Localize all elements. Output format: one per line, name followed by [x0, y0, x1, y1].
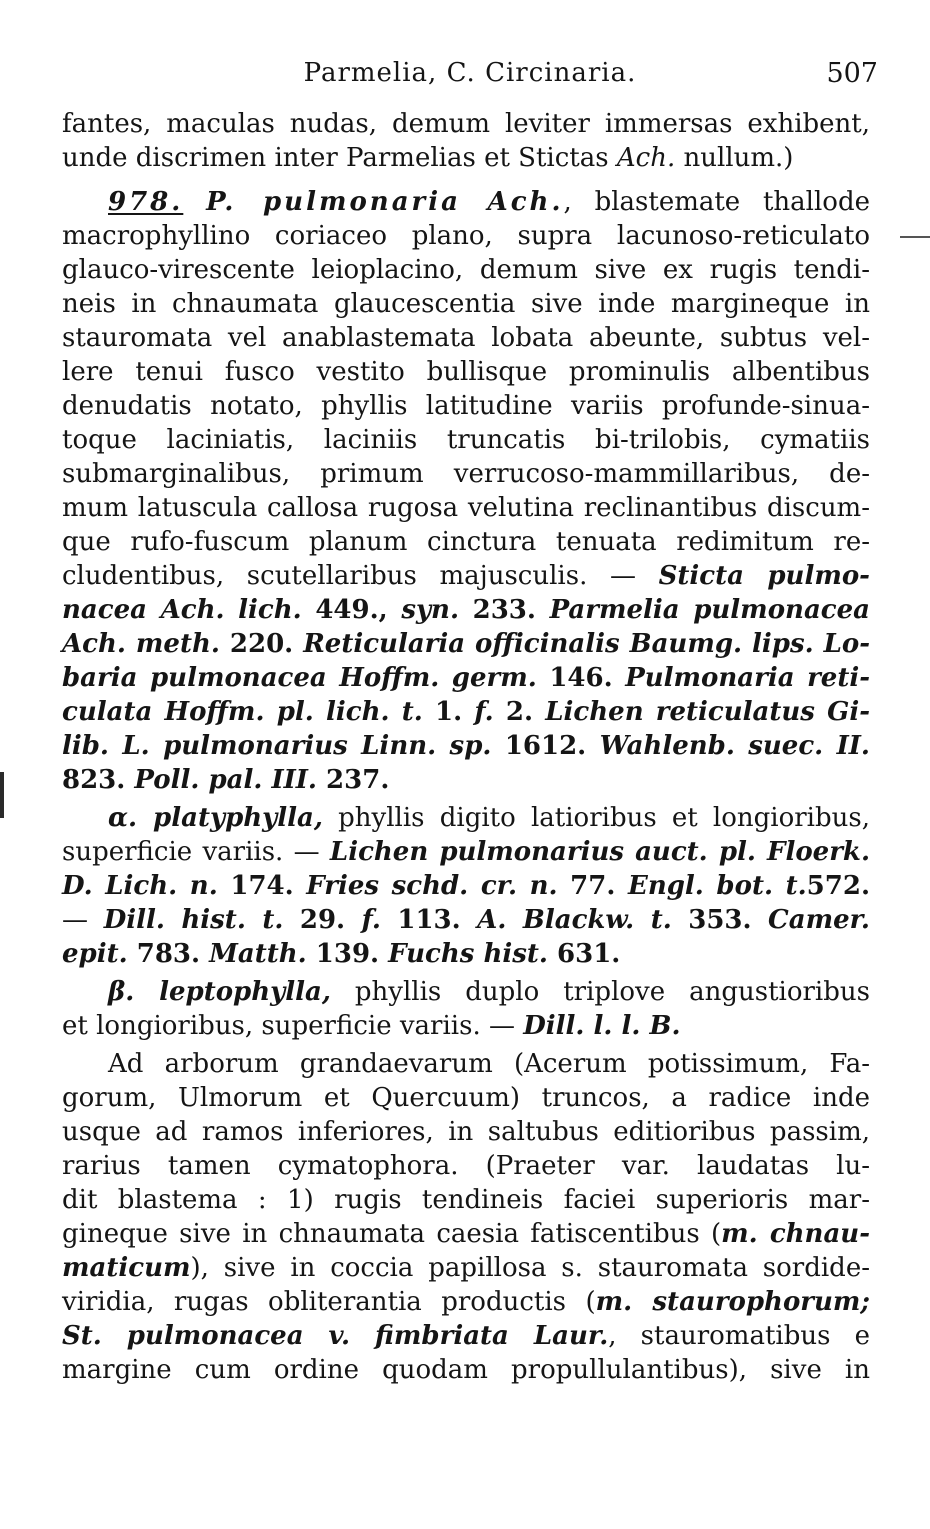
text-line: culata Hoffm. pl. lich. t. 1. f. 2. Lichen reticulatus Gi-: [62, 697, 871, 727]
entry-number: 978.: [108, 187, 184, 217]
text-line: 823. Poll. pal. III. 237.: [62, 765, 390, 795]
text-line: et longioribus, superficie variis. — Dill. l. l. B.: [62, 1011, 681, 1041]
entry-978-heading: 978. P. pulmonaria Ach., blastemate thallode: [108, 187, 870, 217]
text-line: Ach. meth. 220. Reticularia officinalis Baumg. lips. Lo-: [62, 629, 871, 659]
text-line: nacea Ach. lich. 449., syn. 233. Parmelia pulmonacea: [62, 595, 871, 625]
text-line: toque laciniatis, laciniis truncatis bi-trilobis, cymatiis: [62, 425, 870, 455]
text-line: stauromata vel anablastemata lobata abeunte, subtus vel-: [62, 323, 870, 353]
text-line: lib. L. pulmonarius Linn. sp. 1612. Wahlenb. suec. II.: [62, 731, 870, 761]
text-line: mum latuscula callosa rugosa velutina reclinantibus discum-: [62, 493, 870, 523]
margin-dash-mark: [900, 236, 930, 238]
text-line: cludentibus, scutellaribus majusculis. — Sticta pulmo-: [62, 561, 870, 591]
text-line: superficie variis. — Lichen pulmonarius auct. pl. Floerk.: [62, 837, 870, 867]
species-name: P. pulmonaria Ach.: [206, 187, 564, 217]
text-line: St. pulmonacea v. fimbriata Laur., stauromatibus e: [62, 1321, 871, 1351]
text-line: gineque sive in chnaumata caesia fatiscentibus (m. chnau-: [62, 1219, 871, 1249]
text-line: — Dill. hist. t. 29. f. 113. A. Blackw. t. 353. Camer.: [62, 905, 870, 935]
page-header: [62, 58, 878, 98]
text-line: fantes, maculas nudas, demum leviter immersas exhibent,: [62, 109, 870, 139]
variety-alpha: α. platyphylla, phyllis digito latioribus et longioribus,: [108, 803, 870, 833]
text-line: viridia, rugas obliterantia productis (m. staurophorum;: [62, 1287, 870, 1317]
text-line: dit blastema : 1) rugis tendineis faciei superioris mar-: [62, 1185, 870, 1215]
text-line: macrophyllino coriaceo plano, supra lacunoso-reticulato: [62, 221, 870, 251]
text-line: que rufo-fuscum planum cinctura tenuata redimitum re-: [62, 527, 870, 557]
running-title: Parmelia, C. Circinaria.: [303, 58, 637, 88]
text-line: rarius tamen cymatophora. (Praeter var. laudatas lu-: [62, 1151, 870, 1181]
text-line: unde discrimen inter Parmelias et Stictas Ach. nullum.): [62, 143, 794, 173]
text-line: lere tenui fusco vestito bullisque prominulis albentibus: [62, 357, 870, 387]
body-text: [62, 107, 870, 1387]
text-line: denudatis notato, phyllis latitudine variis profunde-sinua-: [62, 391, 870, 421]
text-line: margine cum ordine quodam propullulantibus), sive in: [62, 1355, 870, 1385]
margin-bar-mark: [0, 772, 4, 818]
text-line: epit. 783. Matth. 139. Fuchs hist. 631.: [62, 939, 621, 969]
text-line: gorum, Ulmorum et Quercuum) truncos, a radice inde: [62, 1083, 870, 1113]
text-line: maticum), sive in coccia papillosa s. stauromata sordide-: [62, 1253, 870, 1283]
variety-beta: β. leptophylla, phyllis duplo triplove angustioribus: [108, 977, 870, 1007]
text-line: submarginalibus, primum verrucoso-mammillaribus, de-: [62, 459, 870, 489]
text-line: neis in chnaumata glaucescentia sive inde margineque in: [62, 289, 870, 319]
text-line: usque ad ramos inferiores, in saltubus editioribus passim,: [62, 1117, 870, 1147]
text-line: baria pulmonacea Hoffm. germ. 146. Pulmonaria reti-: [62, 663, 871, 693]
text-line: glauco-virescente leioplacino, demum sive ex rugis tendi-: [62, 255, 870, 285]
page-number: 507: [826, 58, 878, 89]
habitat-paragraph: Ad arborum grandaevarum (Acerum potissimum, Fa-: [108, 1049, 870, 1079]
text-line: D. Lich. n. 174. Fries schd. cr. n. 77. Engl. bot. t.572.: [62, 871, 870, 901]
